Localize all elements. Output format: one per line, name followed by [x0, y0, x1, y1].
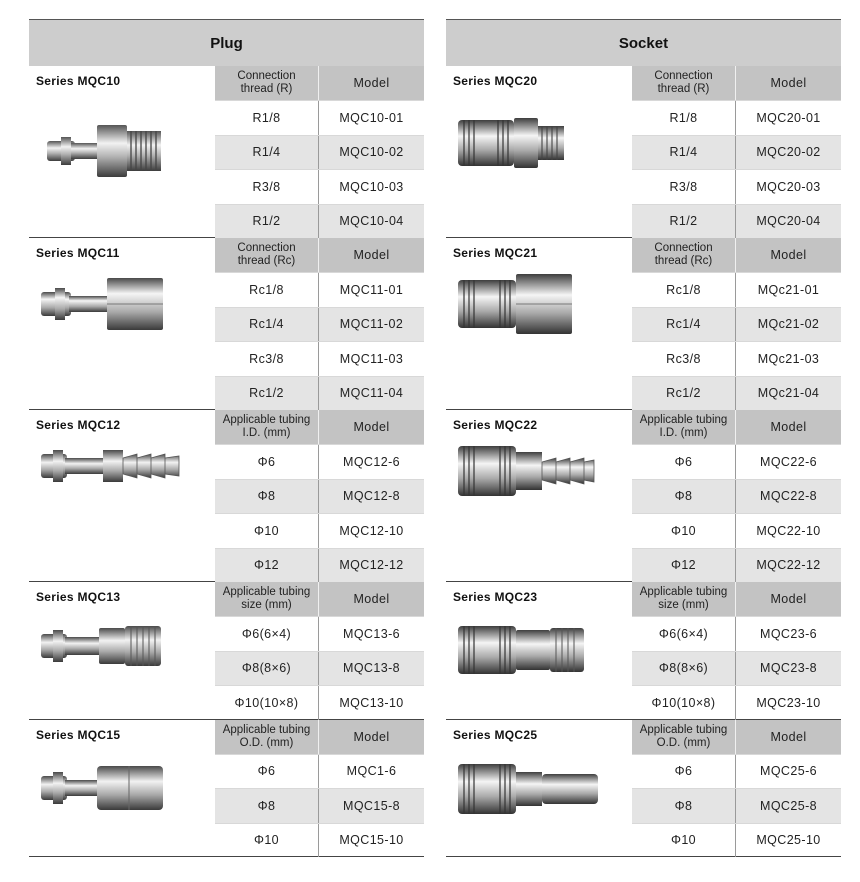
spec-cell: Φ8 — [632, 789, 736, 823]
model-cell: MQC12-12 — [339, 558, 404, 573]
model-cell: MQC15-10 — [339, 833, 404, 848]
table-row — [632, 204, 841, 239]
spec-cell: Rc3/8 — [632, 342, 736, 376]
spec-column-header — [632, 66, 736, 100]
model-cell: MQC11-01 — [339, 282, 404, 297]
spec-column-header-line: Applicable tubing — [222, 414, 311, 426]
model-column-header: Model — [319, 66, 424, 100]
spec-column-header-line: I.D. (mm) — [242, 427, 291, 439]
table-row — [215, 479, 424, 514]
spec-column-header-line: Applicable tubing — [639, 723, 728, 736]
series-info — [29, 720, 214, 857]
series-block — [446, 410, 841, 582]
spec-cell: Φ8(8×6) — [632, 652, 736, 686]
spec-column-header-line: thread (Rc) — [654, 255, 713, 267]
spec-cell: R1/2 — [632, 205, 736, 239]
spec-cell: Φ6(6×4) — [632, 617, 736, 651]
table-header-row — [215, 720, 424, 754]
spec-cell: Φ10(10×8) — [632, 686, 736, 720]
spec-cell: R1/4 — [632, 136, 736, 170]
model-cell: MQC13-6 — [343, 626, 400, 641]
table-row — [215, 513, 424, 548]
spec-cell: Φ6(6×4) — [215, 617, 319, 651]
table-row — [632, 100, 841, 135]
spec-cell: Φ10 — [215, 514, 319, 548]
table-row — [632, 376, 841, 411]
model-cell: MQC11-04 — [339, 386, 404, 401]
model-cell: MQC25-10 — [756, 833, 821, 848]
model-cell: MQC11-03 — [339, 351, 404, 366]
model-cell: MQC20-01 — [756, 110, 821, 125]
table-row — [215, 100, 424, 135]
spec-cell: Φ10 — [632, 514, 736, 548]
spec-cell: R1/8 — [632, 101, 736, 135]
spec-column-header-line: Applicable tubing — [639, 586, 728, 598]
spec-column-header-line: Connection — [237, 242, 296, 254]
series-block — [446, 238, 841, 410]
table-header-row — [215, 582, 424, 616]
spec-table — [215, 66, 424, 238]
spec-cell: Rc1/8 — [632, 273, 736, 307]
table-header-row — [215, 410, 424, 444]
spec-cell: Φ10 — [632, 824, 736, 858]
series-block — [29, 66, 424, 238]
series-name: Series MQC10 — [36, 74, 121, 88]
plug-series-list — [29, 66, 424, 857]
model-column-header: Model — [319, 582, 424, 616]
table-row — [632, 754, 841, 789]
model-cell: MQC10-03 — [339, 179, 404, 194]
spec-cell: R3/8 — [215, 170, 319, 204]
table-row — [215, 135, 424, 170]
spec-cell: Rc3/8 — [215, 342, 319, 376]
model-cell: MQC1-6 — [346, 764, 397, 779]
table-row — [632, 444, 841, 479]
series-info — [446, 238, 631, 409]
model-cell: MQC25-8 — [760, 798, 817, 813]
series-name: Series MQC20 — [453, 74, 538, 88]
series-name: Series MQC21 — [453, 246, 538, 260]
socket-panel — [446, 19, 841, 857]
model-column-header: Model — [319, 410, 424, 444]
spec-cell: Rc1/2 — [632, 377, 736, 411]
model-cell: MQc21-02 — [757, 317, 820, 332]
model-cell: MQC23-8 — [760, 661, 817, 676]
series-info — [29, 410, 214, 581]
series-block — [29, 720, 424, 858]
model-column-header: Model — [736, 720, 841, 754]
series-block — [29, 238, 424, 410]
spec-cell: Φ6 — [215, 755, 319, 789]
spec-cell: R1/8 — [215, 101, 319, 135]
plug-fitting-image — [41, 760, 191, 820]
model-cell: MQC10-04 — [339, 214, 404, 229]
socket-fitting-image — [458, 442, 608, 507]
model-cell: MQc21-01 — [757, 282, 820, 297]
table-row — [215, 548, 424, 583]
series-block — [446, 582, 841, 720]
plug-fitting-image — [41, 270, 191, 345]
spec-table — [632, 720, 841, 858]
model-cell: MQc21-03 — [757, 351, 820, 366]
table-header-row — [215, 66, 424, 100]
model-cell: MQC20-02 — [756, 145, 821, 160]
series-info — [29, 582, 214, 719]
model-cell: MQC20-04 — [756, 214, 821, 229]
plug-fitting-image — [41, 111, 191, 196]
spec-cell: Rc1/2 — [215, 377, 319, 411]
spec-cell: Φ10(10×8) — [215, 686, 319, 720]
table-row — [215, 754, 424, 789]
table-row — [215, 616, 424, 651]
table-row — [632, 135, 841, 170]
spec-column-header-line: O.D. (mm) — [239, 736, 294, 749]
table-row — [632, 651, 841, 686]
spec-cell: Φ8 — [215, 480, 319, 514]
spec-cell: R1/4 — [215, 136, 319, 170]
spec-column-header — [632, 410, 736, 444]
spec-column-header-line: thread (R) — [657, 83, 710, 95]
model-cell: MQC20-03 — [756, 179, 821, 194]
model-cell: MQC22-12 — [756, 558, 821, 573]
series-block — [29, 410, 424, 582]
spec-cell: Rc1/8 — [215, 273, 319, 307]
table-row — [632, 341, 841, 376]
spec-table — [632, 582, 841, 720]
spec-cell: Φ8 — [215, 789, 319, 823]
spec-table — [632, 410, 841, 582]
spec-column-header — [215, 66, 319, 100]
model-cell: MQC23-6 — [760, 626, 817, 641]
model-cell: MQC11-02 — [339, 317, 404, 332]
spec-column-header — [215, 582, 319, 616]
spec-column-header — [215, 238, 319, 272]
spec-cell: Φ12 — [632, 549, 736, 583]
model-cell: MQC12-10 — [339, 523, 404, 538]
spec-table — [215, 720, 424, 858]
spec-column-header-line: Connection — [654, 242, 713, 254]
table-row — [215, 272, 424, 307]
spec-column-header — [215, 410, 319, 444]
model-cell: MQC23-10 — [756, 695, 821, 710]
spec-column-header-line: thread (Rc) — [237, 255, 296, 267]
model-cell: MQC22-6 — [760, 454, 817, 469]
table-header-row — [632, 238, 841, 272]
spec-table — [215, 582, 424, 720]
series-name: Series MQC11 — [36, 246, 120, 260]
series-name: Series MQC15 — [36, 727, 121, 742]
series-info — [446, 720, 631, 857]
model-cell: MQC13-10 — [339, 695, 404, 710]
table-row — [215, 823, 424, 858]
spec-column-header — [632, 238, 736, 272]
socket-fitting-image — [458, 270, 608, 345]
model-column-header: Model — [319, 238, 424, 272]
table-row — [215, 307, 424, 342]
spec-table — [632, 66, 841, 238]
table-row — [632, 307, 841, 342]
series-block — [446, 720, 841, 858]
table-row — [215, 169, 424, 204]
series-block — [446, 66, 841, 238]
plug-fitting-image — [41, 622, 191, 677]
model-cell: MQC25-6 — [760, 764, 817, 779]
model-cell: MQC10-02 — [339, 145, 404, 160]
spec-table — [215, 238, 424, 410]
spec-cell: R1/2 — [215, 205, 319, 239]
table-row — [215, 444, 424, 479]
series-block — [29, 582, 424, 720]
table-header-row — [632, 582, 841, 616]
plug-panel — [29, 19, 424, 857]
table-row — [632, 685, 841, 720]
table-row — [632, 479, 841, 514]
model-cell: MQc21-04 — [757, 386, 820, 401]
spec-cell: Φ12 — [215, 549, 319, 583]
spec-cell: Φ6 — [632, 445, 736, 479]
spec-cell: Rc1/4 — [215, 308, 319, 342]
spec-cell: Φ8(8×6) — [215, 652, 319, 686]
spec-column-header-line: Applicable tubing — [639, 414, 728, 426]
spec-cell: Φ6 — [632, 755, 736, 789]
spec-cell: Φ6 — [215, 445, 319, 479]
spec-column-header-line: Connection — [237, 70, 296, 82]
table-row — [632, 788, 841, 823]
series-info — [29, 238, 214, 409]
plug-header: Plug — [29, 19, 424, 66]
model-cell: MQC22-8 — [760, 489, 817, 504]
model-column-header: Model — [736, 66, 841, 100]
spec-column-header-line: Applicable tubing — [222, 723, 311, 736]
table-header-row — [215, 238, 424, 272]
spec-column-header-line: O.D. (mm) — [656, 736, 711, 749]
spec-column-header-line: Connection — [654, 70, 713, 82]
model-cell: MQC10-01 — [339, 110, 404, 125]
spec-cell: Φ10 — [215, 824, 319, 858]
spec-cell: Rc1/4 — [632, 308, 736, 342]
spec-column-header-line: size (mm) — [241, 599, 292, 611]
model-column-header: Model — [319, 720, 424, 754]
spec-column-header-line: Applicable tubing — [222, 586, 311, 598]
socket-fitting-image — [458, 760, 608, 823]
table-row — [215, 204, 424, 239]
table-header-row — [632, 410, 841, 444]
table-header-row — [632, 720, 841, 754]
series-info — [446, 410, 631, 581]
spec-cell: Φ8 — [632, 480, 736, 514]
table-row — [215, 788, 424, 823]
spec-column-header-line: I.D. (mm) — [659, 427, 708, 439]
model-cell: MQC13-8 — [343, 661, 400, 676]
model-column-header: Model — [736, 238, 841, 272]
table-row — [215, 651, 424, 686]
spec-table — [215, 410, 424, 582]
table-row — [632, 272, 841, 307]
table-row — [215, 376, 424, 411]
spec-column-header — [632, 582, 736, 616]
table-row — [632, 548, 841, 583]
series-info — [29, 66, 214, 237]
spec-column-header — [632, 720, 736, 754]
series-name: Series MQC13 — [36, 590, 121, 604]
table-row — [215, 341, 424, 376]
model-column-header: Model — [736, 582, 841, 616]
spec-table — [632, 238, 841, 410]
table-row — [215, 685, 424, 720]
socket-series-list — [446, 66, 841, 857]
series-info — [446, 66, 631, 237]
series-name: Series MQC12 — [36, 418, 121, 432]
table-row — [632, 169, 841, 204]
series-info — [446, 582, 631, 719]
table-row — [632, 616, 841, 651]
table-row — [632, 823, 841, 858]
plug-fitting-image — [41, 442, 191, 497]
spec-column-header-line: size (mm) — [658, 599, 709, 611]
model-cell: MQC12-8 — [343, 489, 400, 504]
model-cell: MQC22-10 — [756, 523, 821, 538]
socket-header: Socket — [446, 19, 841, 66]
model-cell: MQC15-8 — [343, 798, 400, 813]
series-name: Series MQC22 — [453, 418, 538, 432]
model-column-header: Model — [736, 410, 841, 444]
series-name: Series MQC25 — [453, 727, 538, 742]
spec-cell: R3/8 — [632, 170, 736, 204]
model-cell: MQC12-6 — [343, 454, 400, 469]
spec-column-header-line: thread (R) — [240, 83, 293, 95]
table-header-row — [632, 66, 841, 100]
spec-column-header — [215, 720, 319, 754]
socket-fitting-image — [458, 622, 608, 682]
socket-fitting-image — [458, 114, 608, 179]
table-row — [632, 513, 841, 548]
series-name: Series MQC23 — [453, 590, 538, 604]
